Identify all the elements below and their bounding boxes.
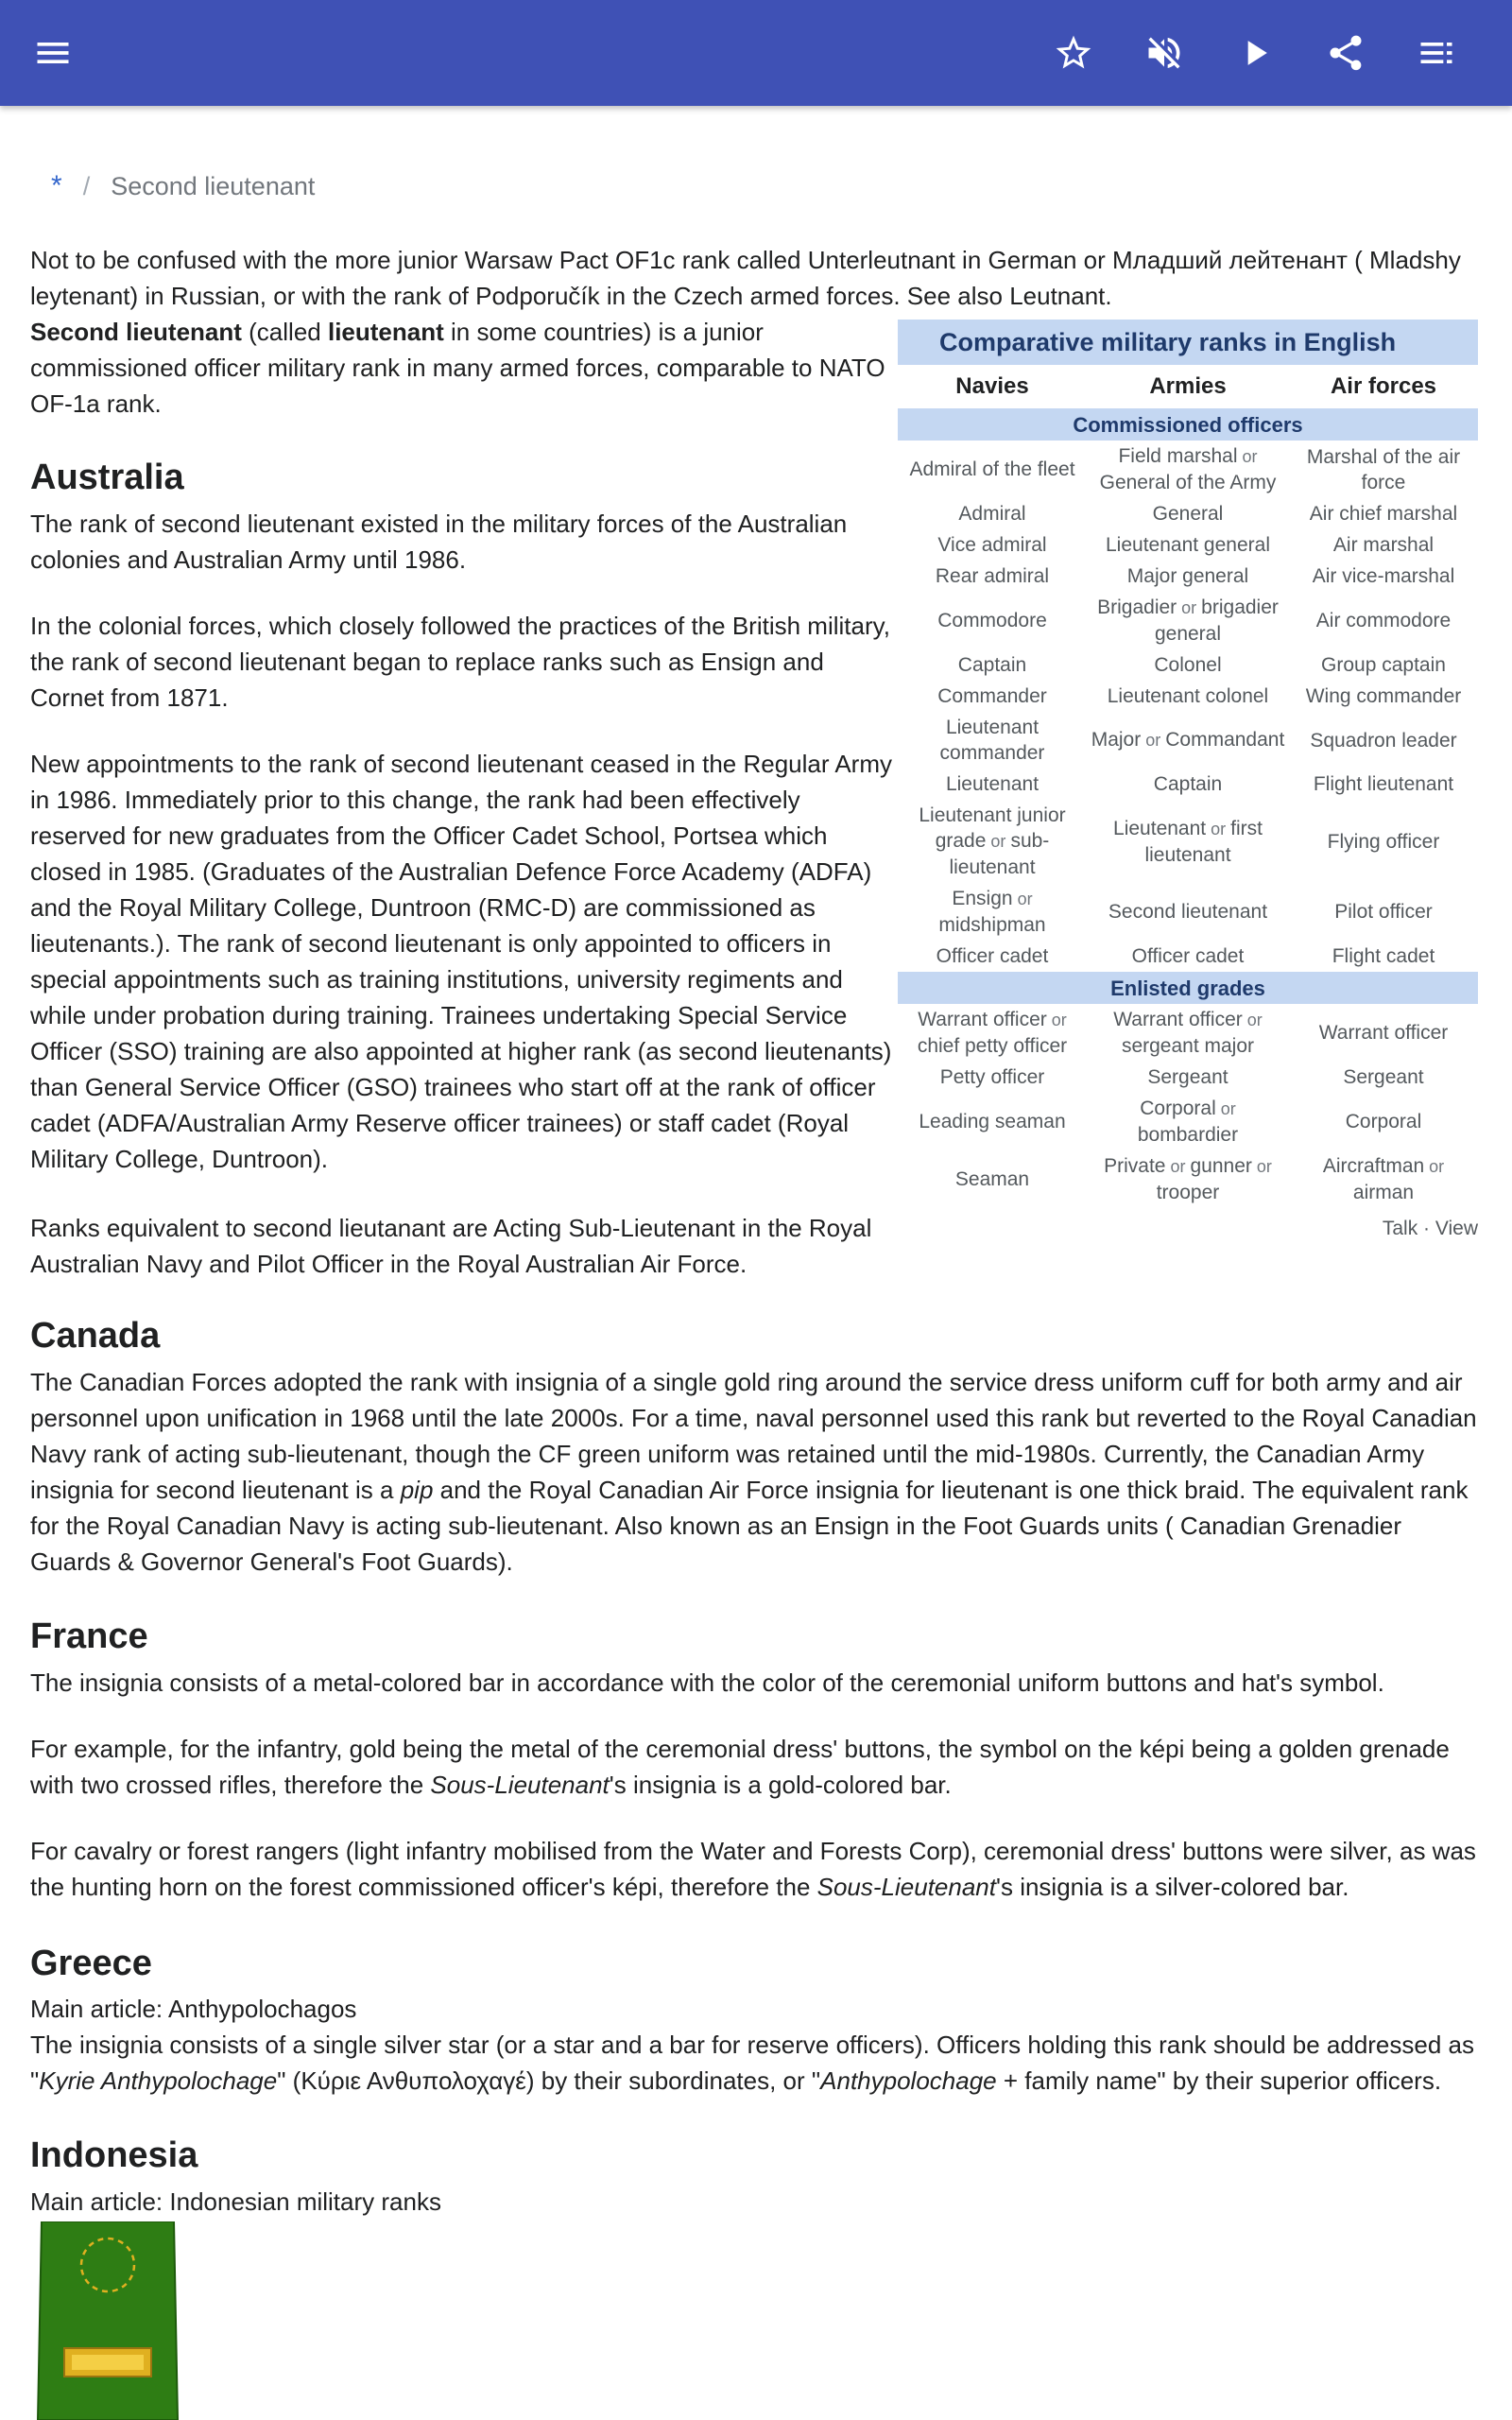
- table-row: [898, 498, 1478, 529]
- table-row: [898, 529, 1478, 561]
- rank-name: midshipman: [938, 914, 1046, 936]
- rank-name: Rear admiral: [935, 565, 1050, 587]
- france-paragraph-3: [30, 1833, 1486, 1905]
- table-row: [898, 1004, 1478, 1062]
- rank-name: Leading seaman: [919, 1111, 1066, 1132]
- column-header-navies: Navies: [955, 373, 1029, 399]
- rank-cell: [1289, 498, 1478, 529]
- column-header-air-forces: Air forces: [1330, 373, 1437, 399]
- rank-cell: [898, 649, 1087, 681]
- rank-name: Aircraftman: [1322, 1155, 1425, 1177]
- comparative-ranks-infobox: [898, 320, 1478, 1240]
- table-row: [898, 1093, 1478, 1150]
- heading-greece: Greece: [30, 1944, 152, 1983]
- rank-name: Ensign: [952, 888, 1013, 909]
- rank-cell: [898, 712, 1087, 769]
- rank-cell: [1289, 1150, 1478, 1208]
- france-text-4: 's insignia is a silver-colored bar.: [996, 1873, 1349, 1901]
- rank-name: Group captain: [1321, 654, 1446, 676]
- menu-icon[interactable]: [26, 26, 79, 79]
- rank-cell: [898, 561, 1087, 592]
- table-row: [898, 561, 1478, 592]
- or-connector: or: [986, 832, 1011, 851]
- rank-name: Lieutenant junior grade: [919, 804, 1066, 852]
- rank-name: Corporal: [1140, 1098, 1216, 1119]
- rank-name: Major general: [1126, 565, 1249, 587]
- rank-name: Flight lieutenant: [1313, 773, 1454, 795]
- play-icon[interactable]: [1228, 26, 1281, 79]
- table-row: [898, 883, 1478, 941]
- rank-name: Officer cadet: [1131, 945, 1245, 967]
- rank-name: Private: [1104, 1155, 1166, 1177]
- rank-cell: [1289, 1093, 1478, 1150]
- rank-name: General of the Army: [1099, 472, 1277, 493]
- or-connector: or: [1141, 731, 1166, 750]
- table-row: [898, 681, 1478, 712]
- breadcrumb: [51, 170, 315, 202]
- rank-name: chief petty officer: [917, 1035, 1068, 1057]
- indonesia-main-article-link[interactable]: Main article: Indonesian military ranks: [30, 2187, 441, 2216]
- rank-name: gunner: [1190, 1155, 1252, 1177]
- heading-indonesia: Indonesia: [30, 2135, 198, 2175]
- rank-cell: [1087, 769, 1289, 800]
- rank-cell: [1087, 529, 1289, 561]
- rank-name: Captain: [1153, 773, 1223, 795]
- intro-paragraph: [30, 314, 900, 422]
- rank-cell: [1289, 681, 1478, 712]
- france-text-3: For cavalry or forest rangers (light infantry mobilised from the Water and Forests Corp), ceremonial dress' buttons were silver, as was the hunting horn on the forest commissioned officer's képi, therefore the: [30, 1837, 1476, 1901]
- rank-name: airman: [1352, 1182, 1415, 1203]
- table-row: [898, 941, 1478, 972]
- or-connector: or: [1206, 819, 1231, 838]
- rank-cell: [1289, 769, 1478, 800]
- greece-text-2: " (Κύριε Ανθυπολοχαγέ) by their subordinates, or ": [277, 2066, 821, 2095]
- rank-name: Commander: [937, 685, 1047, 707]
- intro-text: (called: [241, 318, 328, 346]
- rank-name: Colonel: [1154, 654, 1222, 676]
- rank-cell: [898, 498, 1087, 529]
- rank-cell: [1289, 800, 1478, 883]
- rank-cell: [1289, 1062, 1478, 1093]
- rank-cell: [1289, 1004, 1478, 1062]
- rank-cell: [1087, 800, 1289, 883]
- france-paragraph-2: [30, 1731, 1486, 1803]
- table-row: [898, 649, 1478, 681]
- indonesia-second-lieutenant-insignia: [36, 2221, 180, 2420]
- heading-australia: Australia: [30, 458, 184, 497]
- rank-cell: [1289, 592, 1478, 649]
- rank-name: Warrant officer: [1113, 1009, 1243, 1030]
- rank-name: brigadier general: [1154, 596, 1279, 645]
- rank-name: Wing commander: [1305, 685, 1462, 707]
- france-text: For example, for the infantry, gold being the metal of the ceremonial dress' buttons, the symbol on the képi being a golden grenade with two crossed rifles, therefore the: [30, 1735, 1450, 1799]
- rank-cell: [898, 769, 1087, 800]
- rank-cell: [898, 592, 1087, 649]
- rank-cell: [898, 441, 1087, 498]
- rank-cell: [1289, 529, 1478, 561]
- band-enlisted-grades: Enlisted grades: [898, 972, 1478, 1004]
- rank-cell: [1087, 649, 1289, 681]
- france-emphasis-2: Sous-Lieutenant: [816, 1873, 996, 1901]
- australia-paragraph-1: The rank of second lieutenant existed in the military forces of the Australian colonies and Australian Army until 1986.: [30, 510, 848, 574]
- rank-cell: [898, 800, 1087, 883]
- or-connector: or: [1012, 890, 1033, 908]
- rank-name: sergeant major: [1121, 1035, 1255, 1057]
- rank-name: Commandant: [1165, 729, 1285, 751]
- greece-main-article-link[interactable]: Main article: Anthypolochagos: [30, 1995, 357, 2023]
- canada-text: The Canadian Forces adopted the rank with insignia of a single gold ring around the service dress uniform cuff for both army and air personnel upon unification in 1968 until the late 2000s. For a time, naval personnel used this rank but reverted to the Royal Canadian Navy rank of acting sub-lieutenant, though the CF green uniform was retained until the mid-1980s. Currently, the Canadian Army insignia for second lieutenant is a: [30, 1368, 1477, 1504]
- rank-name: Sergeant: [1147, 1066, 1228, 1088]
- canada-text-2: and the Royal Canadian Air Force insignia for lieutenant is one thick braid. The equivalent rank for the Royal Canadian Navy is acting sub-lieutenant. Also known as an Ensign in the Foot Guards units ( Canadian Grenadier Guards & Governor General's Foot Guards).: [30, 1476, 1469, 1576]
- app-bar: [0, 0, 1512, 106]
- rank-cell: [898, 1004, 1087, 1062]
- rank-cell: [898, 529, 1087, 561]
- rank-name: Flight cadet: [1332, 945, 1435, 967]
- rank-cell: [1289, 941, 1478, 972]
- rank-cell: [1087, 1004, 1289, 1062]
- greece-emphasis: Kyrie Anthypolochage: [39, 2066, 278, 2095]
- or-connector: or: [1215, 1099, 1236, 1118]
- intro-term: Second lieutenant: [30, 318, 242, 346]
- rank-name: Pilot officer: [1334, 901, 1433, 923]
- rank-name: Air marshal: [1332, 534, 1435, 556]
- rank-name: Admiral of the fleet: [909, 458, 1075, 480]
- rank-name: Air chief marshal: [1309, 503, 1458, 525]
- rank-name: Warrant officer: [1318, 1022, 1449, 1044]
- band-commissioned-officers: Commissioned officers: [898, 408, 1478, 441]
- rank-cell: [1289, 649, 1478, 681]
- rank-name: sub-lieutenant: [949, 830, 1050, 878]
- rank-cell: [1289, 441, 1478, 498]
- rank-cell: [1087, 498, 1289, 529]
- rank-cell: [898, 941, 1087, 972]
- greece-text-3: + family name" by their superior officers.: [996, 2066, 1442, 2095]
- rank-name: Field marshal: [1118, 445, 1238, 467]
- rank-cell: [898, 681, 1087, 712]
- rank-name: Admiral: [958, 503, 1026, 525]
- rank-cell: [898, 1150, 1087, 1208]
- rank-name: Corporal: [1345, 1111, 1422, 1132]
- rank-cell: [1087, 883, 1289, 941]
- rank-cell: [1289, 561, 1478, 592]
- rank-cell: [1087, 1062, 1289, 1093]
- breadcrumb-current: Second lieutenant: [111, 172, 316, 200]
- infobox-footer-links[interactable]: Talk · View: [1382, 1218, 1478, 1239]
- heading-france: France: [30, 1616, 148, 1656]
- hatnote: Not to be confused with the more junior Warsaw Pact OF1c rank called Unterleutnant in German or Младший лейтенант ( Mladshy leytenant) in Russian, or with the rank of Podporučík in the Czech armed forces. See also Leutnant.: [30, 246, 1461, 310]
- rank-cell: [1087, 561, 1289, 592]
- greece-paragraph: [30, 2027, 1486, 2099]
- rank-name: Sergeant: [1343, 1066, 1424, 1088]
- rank-name: Captain: [957, 654, 1027, 676]
- rank-name: Second lieutenant: [1108, 901, 1268, 923]
- france-emphasis: Sous-Lieutenant: [430, 1771, 610, 1799]
- rank-name: Lieutenant: [945, 773, 1040, 795]
- rank-cell: [1087, 1093, 1289, 1150]
- intro-text-2: in some countries) is a junior commissioned officer military rank in many armed forces, comparable to NATO OF-1a rank.: [30, 318, 885, 418]
- table-row: [898, 712, 1478, 769]
- table-row: [898, 1062, 1478, 1093]
- rank-name: Officer cadet: [936, 945, 1049, 967]
- rank-name: trooper: [1156, 1182, 1220, 1203]
- rank-cell: [1087, 441, 1289, 498]
- rank-name: Air commodore: [1315, 610, 1452, 631]
- rank-name: bombardier: [1137, 1124, 1239, 1146]
- rank-name: General: [1152, 503, 1224, 525]
- rank-name: Commodore: [937, 610, 1047, 631]
- rank-cell: [898, 1093, 1087, 1150]
- breadcrumb-separator: /: [82, 172, 91, 200]
- intro-term-2: lieutenant: [327, 318, 444, 346]
- infobox-title: Comparative military ranks in English: [898, 320, 1478, 365]
- volume-off-icon[interactable]: [1138, 26, 1191, 79]
- rank-cell: [1289, 883, 1478, 941]
- table-row: [898, 592, 1478, 649]
- breadcrumb-home-link[interactable]: *: [51, 170, 62, 201]
- rank-cell: [898, 883, 1087, 941]
- table-row: [898, 800, 1478, 883]
- table-row: [898, 769, 1478, 800]
- heading-canada: Canada: [30, 1316, 161, 1356]
- rank-name: Seaman: [954, 1168, 1030, 1190]
- france-paragraph-1: The insignia consists of a metal-colored bar in accordance with the color of the ceremonial uniform buttons and hat's symbol.: [30, 1668, 1384, 1697]
- rank-name: Lieutenant general: [1106, 534, 1270, 556]
- rank-name: Warrant officer: [918, 1009, 1047, 1030]
- australia-paragraph-4: Ranks equivalent to second lieutanant are Acting Sub-Lieutenant in the Royal Australian Navy and Pilot Officer in the Royal Australian Air Force.: [30, 1214, 872, 1278]
- rank-name: Vice admiral: [937, 534, 1047, 556]
- rank-cell: [1087, 681, 1289, 712]
- or-connector: or: [1165, 1157, 1191, 1176]
- rank-name: Air vice-marshal: [1312, 565, 1455, 587]
- rank-name: Marshal of the air force: [1306, 445, 1461, 493]
- or-connector: or: [1177, 598, 1202, 617]
- rank-name: Lieutenant: [1113, 817, 1207, 839]
- france-text-2: 's insignia is a gold-colored bar.: [609, 1771, 952, 1799]
- rank-cell: [898, 1062, 1087, 1093]
- or-connector: or: [1251, 1157, 1272, 1176]
- australia-paragraph-3: New appointments to the rank of second lieutenant ceased in the Regular Army in 1986. Immediately prior to this change, the rank had been effectively reserved for new graduates from the Officer Cadet School, Portsea which closed in 1985. (Graduates of the Australian Defence Force Academy (ADFA) and the Royal Military College, Duntroon (RMC-D) are commissioned as lieutenants.). The rank of second lieutenant is only appointed to officers in special appointments such as training institutions, university regiments and while under probation during training. Trainees undertaking Special Service Officer (SSO) training are also appointed at higher rank (as second lieutenants) than General Service Officer (GSO) trainees who start off at the rank of officer cadet (ADFA/Australian Army Reserve officer trainees) or staff cadet (Royal Military College, Duntroon).: [30, 750, 892, 1173]
- playlist-icon[interactable]: [1410, 26, 1463, 79]
- rank-name: Lieutenant colonel: [1107, 685, 1269, 707]
- table-row: [898, 1150, 1478, 1208]
- or-connector: or: [1424, 1157, 1445, 1176]
- canada-emphasis: pip: [400, 1476, 434, 1504]
- rank-name: Flying officer: [1327, 830, 1440, 853]
- or-connector: or: [1242, 1011, 1263, 1029]
- rank-name: Squadron leader: [1310, 729, 1457, 752]
- column-header-armies: Armies: [1149, 373, 1227, 399]
- rank-name: Petty officer: [939, 1066, 1045, 1088]
- star-outline-icon[interactable]: [1047, 26, 1100, 79]
- share-icon[interactable]: [1319, 26, 1372, 79]
- table-row: [898, 441, 1478, 498]
- greece-emphasis-2: Anthypolochage: [820, 2066, 997, 2095]
- or-connector: or: [1046, 1011, 1067, 1029]
- rank-cell: [1289, 712, 1478, 769]
- rank-cell: [1087, 1150, 1289, 1208]
- greece-text: The insignia consists of a single silver star (or a star and a bar for reserve officers). Officers holding this rank should be addressed as ": [30, 2031, 1474, 2095]
- rank-cell: [1087, 592, 1289, 649]
- rank-name: Major: [1091, 729, 1142, 751]
- or-connector: or: [1237, 447, 1258, 466]
- rank-name: Brigadier: [1097, 596, 1177, 618]
- rank-name: Lieutenant commander: [939, 717, 1045, 764]
- ranks-table: [898, 365, 1478, 1208]
- rank-name: first lieutenant: [1144, 817, 1263, 866]
- rank-cell: [1087, 712, 1289, 769]
- canada-paragraph: [30, 1364, 1486, 1580]
- rank-cell: [1087, 941, 1289, 972]
- australia-paragraph-2: In the colonial forces, which closely followed the practices of the British military, the rank of second lieutenant began to replace ranks such as Ensign and Cornet from 1871.: [30, 612, 890, 712]
